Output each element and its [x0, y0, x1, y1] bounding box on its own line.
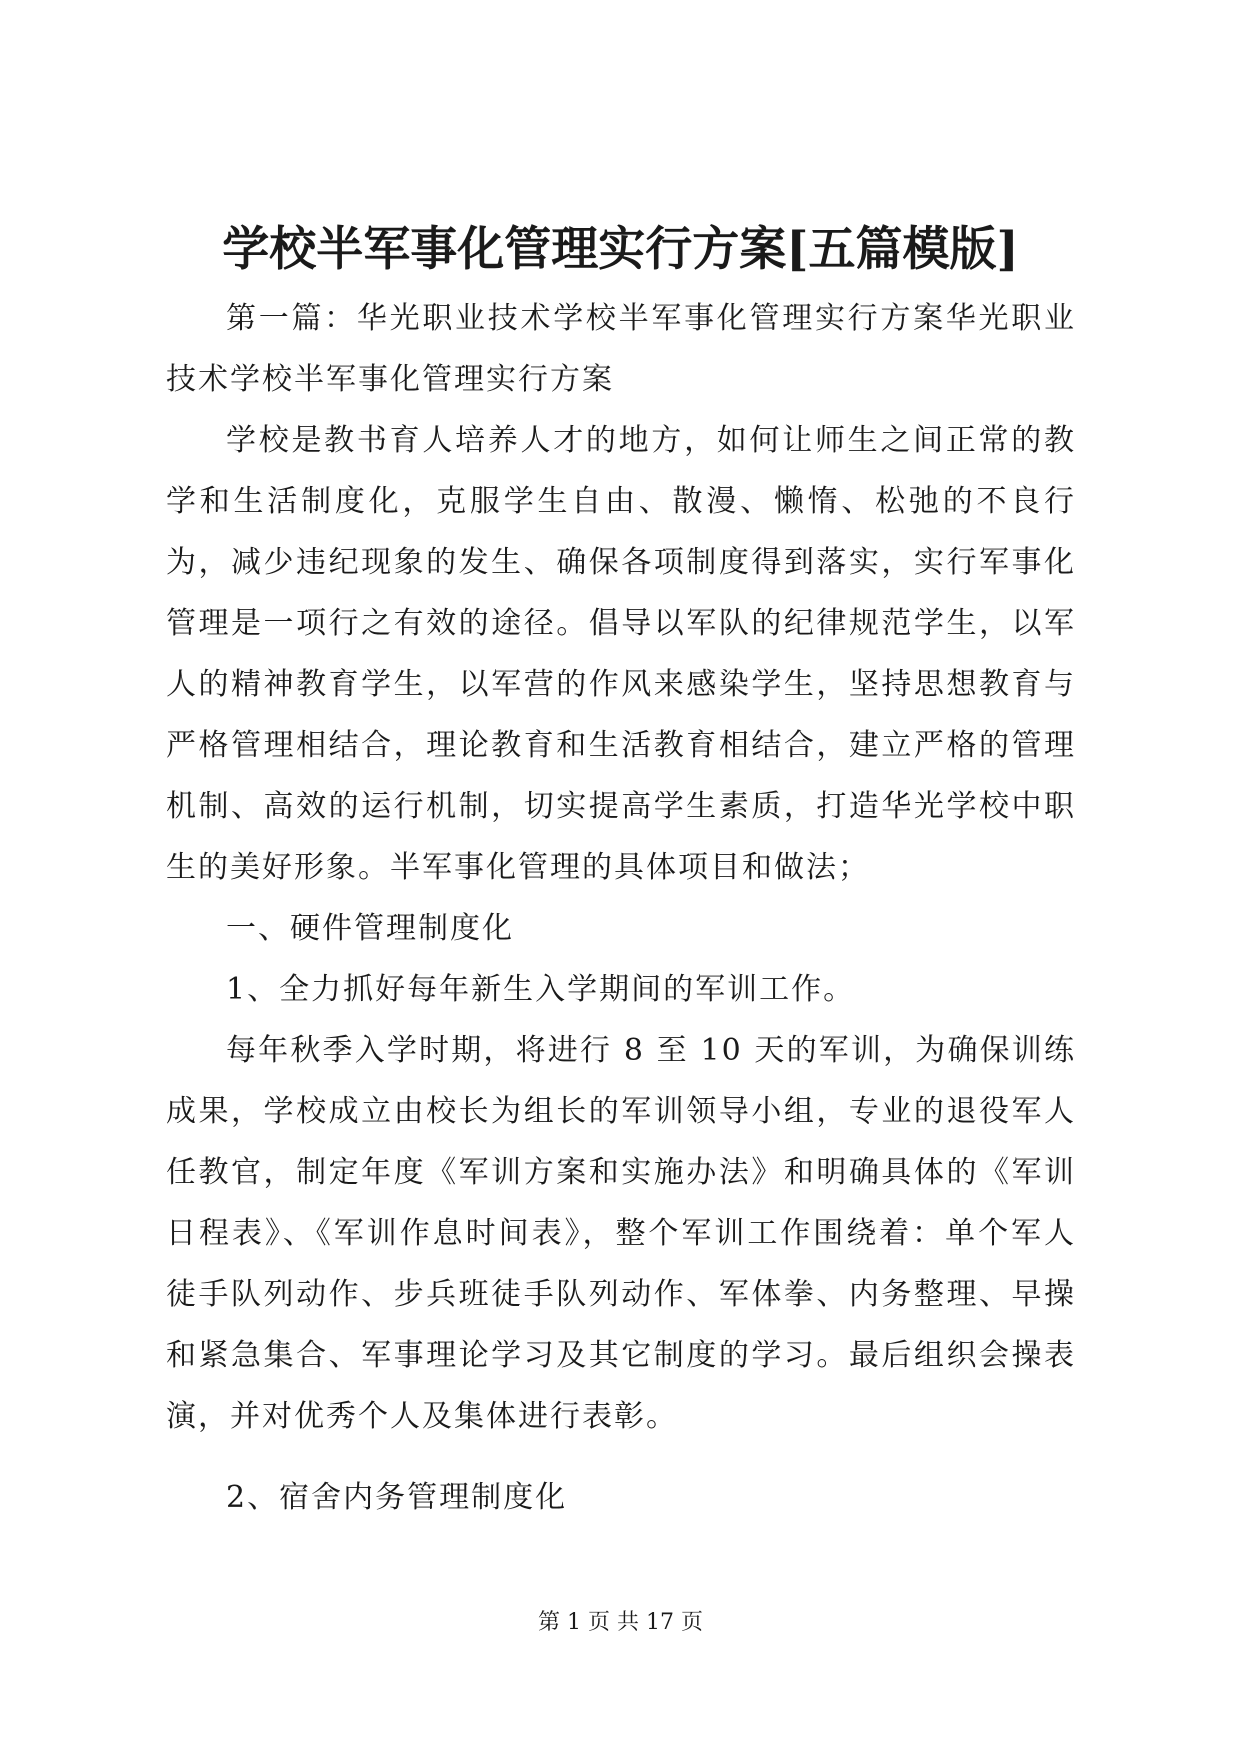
page-number-footer: 第 1 页 共 17 页 [538, 1610, 703, 1635]
paragraph-item-1-heading: 1、全力抓好每年新生入学期间的军训工作。 [226, 972, 856, 1007]
paragraph-item-2-heading: 2、宿舍内务管理制度化 [226, 1480, 568, 1515]
paragraph-section-heading: 一、硬件管理制度化 [226, 911, 514, 946]
paragraph-military-training: 每年秋季入学时期，将进行 8 至 10 天的军训，为确保训练成果，学校成立由校长为组长的军训领导小组，专业的退役军人任教官，制定年度《军训方案和实施办法》和明确具体的《军训日程表》、《军训作息时间表》，整个军训工作围绕着：单个军人徒手队列动作、步兵班徒手队列动作、军体拳、内务整理、早操和紧急集合、军事理论学习及其它制度的学习。最后组织会操表演，并对优秀个人及集体进行表彰。 [166, 1033, 1076, 1434]
document-body [166, 288, 1076, 1528]
document-title: 学校半军事化管理实行方案[五篇模版] [222, 222, 1019, 277]
paragraph-chapter-heading: 第一篇：华光职业技术学校半军事化管理实行方案华光职业技术学校半军事化管理实行方案 [166, 301, 1076, 397]
paragraph-intro: 学校是教书育人培养人才的地方，如何让师生之间正常的教学和生活制度化，克服学生自由、散漫、懒惰、松弛的不良行为，减少违纪现象的发生、确保各项制度得到落实，实行军事化管理是一项行之有效的途径。倡导以军队的纪律规范学生，以军人的精神教育学生，以军营的作风来感染学生，坚持思想教育与严格管理相结合，理论教育和生活教育相结合，建立严格的管理机制、高效的运行机制，切实提高学生素质，打造华光学校中职生的美好形象。半军事化管理的具体项目和做法； [166, 423, 1076, 885]
